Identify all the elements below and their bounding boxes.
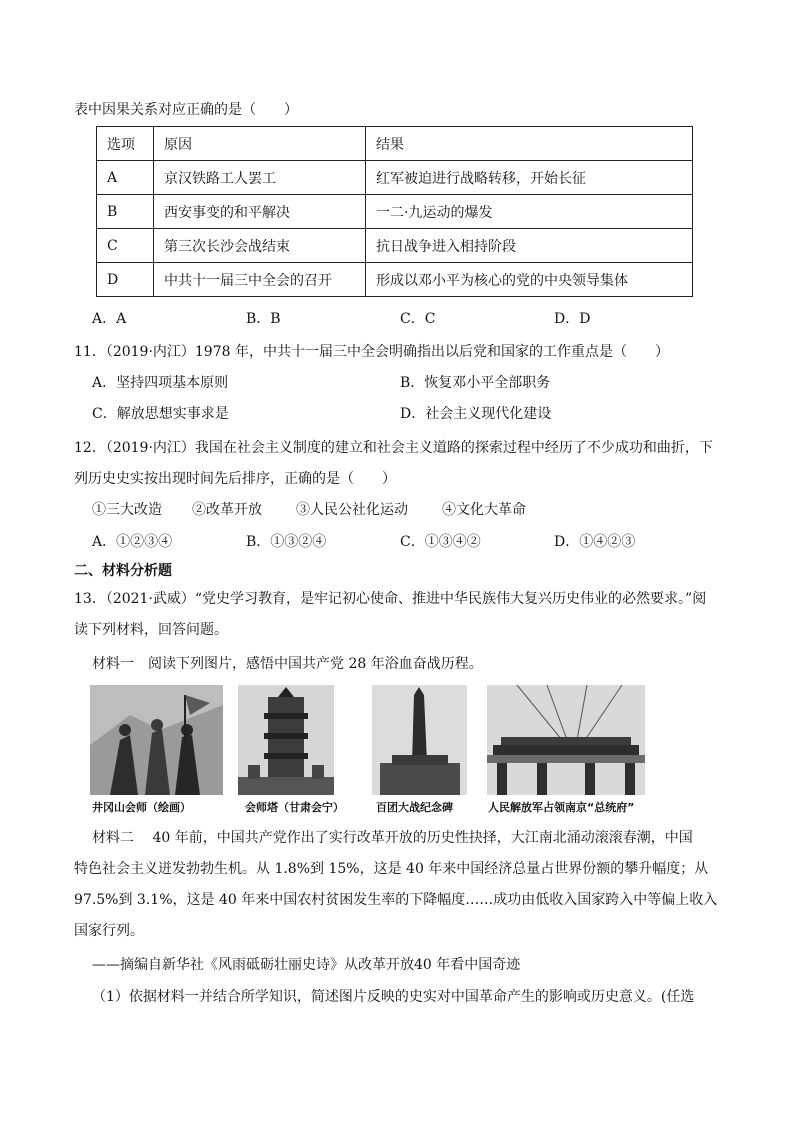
material-2-line2: 特色社会主义迸发勃勃生机。从 1.8%到 15%，这是 40 年来中国经济总量占世界份额的攀升幅度；从 [74,861,709,877]
table-cell: C [97,229,154,263]
q10-option-a: A．A [92,311,127,327]
photo-baituan-monument [372,685,467,795]
question-13-line1: 13．（2021·武威）“党史学习教育，是牢记初心使命、推进中华民族伟大复兴历史伟业的必然要求。”阅 [74,591,707,607]
question-11-stem: 11．（2019·内江）1978 年，中共十一届三中全会明确指出以后党和国家的工作重点是（ ） [74,344,669,360]
q12-item-2: ②改革开放 [192,502,262,518]
question-12-stem-line2: 列历史史实按出现时间先后排序，正确的是（ ） [74,471,396,487]
question-13-line2: 读下列材料，回答问题。 [74,622,228,638]
material-2-line1: 材料二 40 年前，中国共产党作出了实行改革开放的历史性抉择，大江南北涌动滚滚春潮，中国 [92,830,693,846]
material-2-source: ——摘编自新华社《风雨砥砺壮丽史诗》从改革开放40 年看中国奇迹 [92,957,521,973]
q11-option-a: A．坚持四项基本原则 [92,375,229,391]
sub-question-1: （1）依据材料一并结合所学知识，简述图片反映的史实对中国革命产生的影响或历史意义。(任选 [92,989,695,1005]
q12-item-3: ③人民公社化运动 [296,502,408,518]
table-header-cell: 结果 [366,127,693,161]
table-cell: 一二·九运动的爆发 [366,195,693,229]
table-cell: A [97,161,154,195]
photo-caption: 井冈山会师（绘画） [92,801,191,814]
q12-option-d: D．①④②③ [554,534,636,550]
table-cell: 中共十一届三中全会的召开 [154,263,366,297]
table-row [97,195,693,229]
table-cell: 第三次长沙会战结束 [154,229,366,263]
q10-option-b: B．B [246,311,281,327]
q11-option-b: B．恢复邓小平全部职务 [400,375,551,391]
table-header-cell: 原因 [154,127,366,161]
photo-nanjing-presidential-palace [487,685,645,795]
table-header-row [97,127,693,161]
photo-caption: 百团大战纪念碑 [376,801,453,814]
section-title: 二、材料分析题 [74,563,172,579]
table-header-cell: 选项 [97,127,154,161]
table-cell: D [97,263,154,297]
cause-effect-table [96,126,693,297]
q12-item-4: ④文化大革命 [442,502,526,518]
q10-option-d: D．D [554,311,591,327]
table-row [97,263,693,297]
material-2-line4: 国家行列。 [74,923,144,939]
table-row [97,229,693,263]
q12-option-a: A．①②③④ [92,534,173,550]
photo-jinggangshan-painting [90,685,223,795]
photo-caption: 人民解放军占领南京“总统府” [488,801,635,814]
table-cell: 西安事变的和平解决 [154,195,366,229]
table-cell: 抗日战争进入相持阶段 [366,229,693,263]
q11-option-c: C．解放思想实事求是 [92,406,229,422]
q11-option-d: D．社会主义现代化建设 [400,406,552,422]
question-10-stem: 表中因果关系对应正确的是（ ） [74,102,298,118]
question-12-stem-line1: 12．（2019·内江）我国在社会主义制度的建立和社会主义道路的探索过程中经历了不少成功和曲折，下 [74,440,713,456]
table-cell: 红军被迫进行战略转移，开始长征 [366,161,693,195]
q12-option-b: B．①③②④ [246,534,327,550]
photo-caption: 会师塔（甘肃会宁） [245,801,344,814]
table-cell: 京汉铁路工人罢工 [154,161,366,195]
photo-huishi-tower [238,685,334,795]
q10-option-c: C．C [400,311,436,327]
table-row [97,161,693,195]
q12-option-c: C．①③④② [400,534,481,550]
material-2-line3: 97.5%到 3.1%，这是 40 年来中国农村贫困发生率的下降幅度……成功由低收入国家跨入中等偏上收入 [74,892,718,908]
material-1-text: 材料一 阅读下列图片，感悟中国共产党 28 年浴血奋战历程。 [92,656,483,672]
q12-item-1: ①三大改造 [92,502,162,518]
table-cell: B [97,195,154,229]
table-cell: 形成以邓小平为核心的党的中央领导集体 [366,263,693,297]
